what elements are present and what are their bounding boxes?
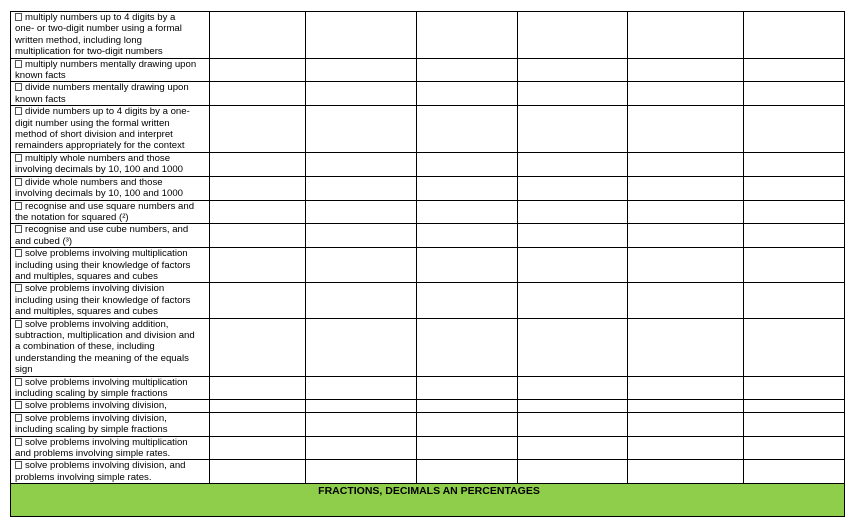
- assessment-cell[interactable]: [744, 400, 845, 412]
- objective-text: solve problems involving division,: [25, 400, 167, 412]
- assessment-cell[interactable]: [306, 106, 417, 153]
- objective-text: recognise and use square numbers and the notation for squared (²): [15, 200, 195, 223]
- assessment-cell[interactable]: [306, 152, 417, 176]
- section-row: [11, 484, 845, 517]
- objective-row: [11, 460, 845, 484]
- assessment-cell[interactable]: [210, 176, 306, 200]
- assessment-cell[interactable]: [518, 176, 628, 200]
- assessment-cell[interactable]: [210, 412, 306, 436]
- objective-text: multiply numbers mentally drawing upon known facts: [15, 58, 197, 82]
- assessment-cell[interactable]: [628, 152, 744, 176]
- assessment-cell[interactable]: [628, 106, 744, 153]
- assessment-cell[interactable]: [417, 106, 518, 153]
- assessment-cell[interactable]: [628, 248, 744, 283]
- checkbox-icon: [15, 178, 22, 186]
- assessment-cell[interactable]: [417, 412, 518, 436]
- checkbox-icon: [15, 438, 22, 446]
- objective-cell: [11, 376, 210, 400]
- assessment-cell[interactable]: [628, 176, 744, 200]
- assessment-cell[interactable]: [518, 12, 628, 59]
- assessment-cell[interactable]: [210, 82, 306, 106]
- assessment-cell[interactable]: [417, 58, 518, 82]
- assessment-cell[interactable]: [744, 200, 845, 224]
- objective-text: recognise and use cube numbers, and and cubed (³): [15, 224, 189, 247]
- assessment-cell[interactable]: [518, 412, 628, 436]
- assessment-cell[interactable]: [210, 283, 306, 318]
- checkbox-icon: [15, 225, 22, 233]
- assessment-cell[interactable]: [518, 106, 628, 153]
- objective-text: divide numbers up to 4 digits by a one- digit number using the formal written method of short division and interpret remainders appropriately for the context: [15, 106, 190, 152]
- assessment-cell[interactable]: [417, 248, 518, 283]
- objective-rows: [11, 12, 845, 484]
- assessment-cell[interactable]: [417, 436, 518, 460]
- objective-row: [11, 318, 845, 376]
- objective-cell: [11, 152, 210, 176]
- objective-row: [11, 436, 845, 460]
- assessment-cell[interactable]: [417, 200, 518, 224]
- curriculum-table: [10, 11, 845, 517]
- objective-text: solve problems involving multiplication including scaling by simple fractions: [15, 376, 188, 399]
- objective-row: [11, 82, 845, 106]
- assessment-cell[interactable]: [210, 58, 306, 82]
- checkbox-icon: [15, 60, 22, 68]
- assessment-cell[interactable]: [744, 106, 845, 153]
- assessment-cell[interactable]: [417, 283, 518, 318]
- assessment-cell[interactable]: [210, 106, 306, 153]
- objective-text: solve problems involving division, and problems involving simple rates.: [15, 460, 186, 483]
- objective-cell: [11, 82, 210, 106]
- assessment-cell[interactable]: [744, 376, 845, 400]
- assessment-cell[interactable]: [628, 376, 744, 400]
- assessment-cell[interactable]: [628, 58, 744, 82]
- assessment-cell[interactable]: [417, 224, 518, 248]
- assessment-cell[interactable]: [306, 248, 417, 283]
- assessment-cell[interactable]: [744, 224, 845, 248]
- assessment-cell[interactable]: [306, 12, 417, 59]
- assessment-cell[interactable]: [628, 82, 744, 106]
- assessment-cell[interactable]: [628, 400, 744, 412]
- checkbox-icon: [15, 284, 22, 292]
- assessment-cell[interactable]: [518, 460, 628, 484]
- objective-text: solve problems involving division including using their knowledge of factors and multiples, squares and cubes: [15, 283, 191, 318]
- assessment-cell[interactable]: [417, 82, 518, 106]
- objective-row: [11, 412, 845, 436]
- assessment-cell[interactable]: [744, 82, 845, 106]
- assessment-cell[interactable]: [210, 436, 306, 460]
- objective-text: solve problems involving multiplication and problems involving simple rates.: [15, 436, 188, 460]
- assessment-cell[interactable]: [210, 318, 306, 376]
- assessment-cell[interactable]: [306, 318, 417, 376]
- checkbox-icon: [15, 249, 22, 257]
- assessment-cell[interactable]: [628, 224, 744, 248]
- objective-row: [11, 152, 845, 176]
- objective-cell: [11, 224, 210, 248]
- assessment-cell[interactable]: [628, 12, 744, 59]
- assessment-cell[interactable]: [744, 436, 845, 460]
- objective-text: multiply numbers up to 4 digits by a one- or two-digit number using a formal written method, including long multiplication for two-digit numbers: [15, 12, 182, 58]
- assessment-cell[interactable]: [417, 400, 518, 412]
- assessment-cell[interactable]: [744, 248, 845, 283]
- objective-row: [11, 376, 845, 400]
- objective-row: [11, 106, 845, 153]
- objective-row: [11, 12, 845, 59]
- assessment-cell[interactable]: [744, 283, 845, 318]
- assessment-cell[interactable]: [518, 318, 628, 376]
- objective-cell: [11, 436, 210, 460]
- objective-row: [11, 283, 845, 318]
- objective-cell: [11, 283, 210, 318]
- assessment-cell[interactable]: [518, 400, 628, 412]
- assessment-cell[interactable]: [628, 436, 744, 460]
- objective-cell: [11, 248, 210, 283]
- assessment-cell[interactable]: [518, 436, 628, 460]
- checkbox-icon: [15, 401, 22, 409]
- assessment-cell[interactable]: [306, 400, 417, 412]
- assessment-cell[interactable]: [210, 12, 306, 59]
- objective-cell: [11, 106, 210, 153]
- objective-text: solve problems involving addition, subtraction, multiplication and division and a combination of these, including understanding the meaning of the equals sign: [15, 318, 195, 376]
- checkbox-icon: [15, 154, 22, 162]
- checkbox-icon: [15, 414, 22, 422]
- objective-cell: [11, 12, 210, 59]
- assessment-cell[interactable]: [744, 318, 845, 376]
- objective-cell: [11, 412, 210, 436]
- assessment-cell[interactable]: [417, 12, 518, 59]
- objective-row: [11, 176, 845, 200]
- objective-row: [11, 58, 845, 82]
- assessment-cell[interactable]: [210, 200, 306, 224]
- objective-cell: [11, 200, 210, 224]
- assessment-cell[interactable]: [306, 176, 417, 200]
- objective-cell: [11, 176, 210, 200]
- assessment-cell[interactable]: [306, 200, 417, 224]
- checkbox-icon: [15, 378, 22, 386]
- objective-text: solve problems involving division, including scaling by simple fractions: [15, 412, 168, 436]
- checkbox-icon: [15, 202, 22, 210]
- assessment-cell[interactable]: [210, 224, 306, 248]
- assessment-cell[interactable]: [518, 152, 628, 176]
- assessment-cell[interactable]: [306, 58, 417, 82]
- assessment-cell[interactable]: [417, 176, 518, 200]
- assessment-cell[interactable]: [744, 176, 845, 200]
- assessment-cell[interactable]: [306, 376, 417, 400]
- assessment-cell[interactable]: [628, 283, 744, 318]
- objective-text: solve problems involving multiplication including using their knowledge of factors and multiples, squares and cubes: [15, 248, 191, 282]
- objective-cell: [11, 318, 210, 376]
- assessment-cell[interactable]: [628, 200, 744, 224]
- assessment-cell[interactable]: [210, 376, 306, 400]
- assessment-cell[interactable]: [306, 82, 417, 106]
- assessment-cell[interactable]: [518, 200, 628, 224]
- objective-cell: [11, 400, 210, 412]
- assessment-cell[interactable]: [210, 460, 306, 484]
- assessment-cell[interactable]: [628, 412, 744, 436]
- objective-row: [11, 400, 845, 412]
- assessment-cell[interactable]: [417, 460, 518, 484]
- objective-text: divide whole numbers and those involving decimals by 10, 100 and 1000: [15, 176, 184, 200]
- section-heading: FRACTIONS, DECIMALS AN PERCENTAGES: [11, 484, 845, 517]
- assessment-cell[interactable]: [628, 460, 744, 484]
- assessment-cell[interactable]: [417, 376, 518, 400]
- objective-cell: [11, 58, 210, 82]
- objective-row: [11, 248, 845, 283]
- objective-cell: [11, 460, 210, 484]
- assessment-cell[interactable]: [417, 152, 518, 176]
- checkbox-icon: [15, 461, 22, 469]
- assessment-cell[interactable]: [306, 460, 417, 484]
- objective-text: divide numbers mentally drawing upon known facts: [15, 82, 189, 105]
- objective-row: [11, 200, 845, 224]
- objective-row: [11, 224, 845, 248]
- assessment-cell[interactable]: [210, 152, 306, 176]
- assessment-cell[interactable]: [518, 283, 628, 318]
- checkbox-icon: [15, 320, 22, 328]
- assessment-cell[interactable]: [306, 283, 417, 318]
- assessment-cell[interactable]: [744, 412, 845, 436]
- assessment-cell[interactable]: [210, 400, 306, 412]
- assessment-cell[interactable]: [744, 460, 845, 484]
- assessment-cell[interactable]: [744, 152, 845, 176]
- assessment-cell[interactable]: [518, 248, 628, 283]
- checkbox-icon: [15, 13, 22, 21]
- assessment-cell[interactable]: [518, 82, 628, 106]
- assessment-cell[interactable]: [518, 58, 628, 82]
- assessment-cell[interactable]: [210, 248, 306, 283]
- checkbox-icon: [15, 107, 22, 115]
- assessment-cell[interactable]: [744, 58, 845, 82]
- objective-text: multiply whole numbers and those involving decimals by 10, 100 and 1000: [15, 152, 184, 176]
- assessment-cell[interactable]: [744, 12, 845, 59]
- assessment-cell[interactable]: [306, 412, 417, 436]
- assessment-cell[interactable]: [518, 376, 628, 400]
- assessment-cell[interactable]: [628, 318, 744, 376]
- assessment-cell[interactable]: [306, 224, 417, 248]
- assessment-cell[interactable]: [518, 224, 628, 248]
- assessment-cell[interactable]: [306, 436, 417, 460]
- checkbox-icon: [15, 83, 22, 91]
- assessment-cell[interactable]: [417, 318, 518, 376]
